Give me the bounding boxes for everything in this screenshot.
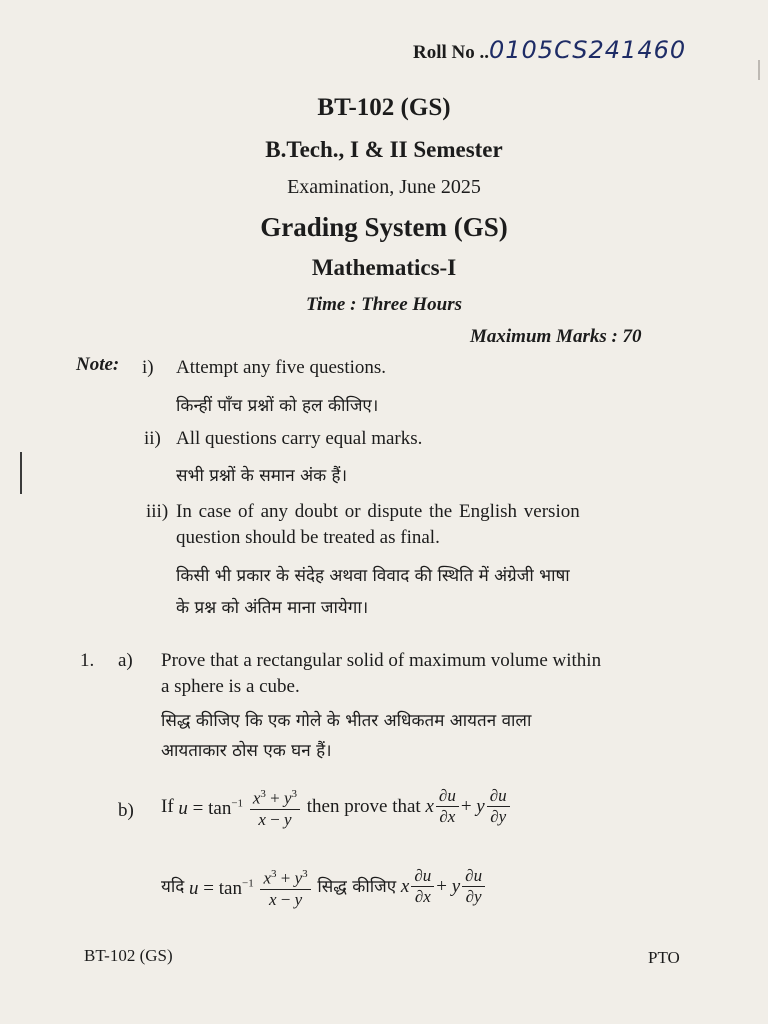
roll-label: Roll No ..	[413, 42, 489, 63]
footer-pto: PTO	[648, 948, 680, 967]
exam-session: Examination, June 2025	[287, 176, 481, 198]
margin-pen-mark	[20, 452, 22, 494]
question-1b-label: b)	[118, 800, 134, 821]
grading-system: Grading System (GS)	[260, 212, 508, 242]
footer-paper-code: BT-102 (GS)	[84, 946, 173, 965]
fraction-x3-plus-y3-over-x-minus-y: $\frac{x^3 + y^3}{x - y}$	[250, 784, 300, 830]
note-label: Note:	[76, 354, 120, 375]
note-item-2-hindi: सभी प्रश्नों के समान अंक हैं।	[176, 466, 348, 486]
course-title: B.Tech., I & II Semester	[265, 137, 503, 162]
note-item-3-number: iii)	[146, 501, 169, 522]
note-item-2-english: All questions carry equal marks.	[176, 428, 423, 449]
question-1b-english-statement: If $u = \tan^{-1}$ $\frac{x^3 + y^3}{x - y}$ then prove that x $\frac{\partial u}{\partial x}$ + y $\frac{\partial u}{\partial y}$	[161, 784, 512, 830]
note-item-3-english-line1: In case of any doubt or dispute the English version	[176, 501, 580, 522]
question-1a-label: a)	[118, 650, 133, 671]
edge-shadow	[758, 60, 760, 80]
maximum-marks: Maximum Marks : 70	[470, 326, 642, 347]
paper-code: BT-102 (GS)	[317, 94, 451, 121]
hindi-if-word: यदि	[161, 876, 185, 897]
note-item-3-english-line2: question should be treated as final.	[176, 527, 440, 548]
if-word: If	[161, 795, 174, 817]
note-item-1-hindi: किन्हीं पाँच प्रश्नों को हल कीजिए।	[176, 396, 379, 416]
hindi-partial-u-partial-x: $\frac{\partial u}{\partial x}$	[411, 866, 434, 907]
subject-title: Mathematics-I	[311, 255, 457, 280]
hindi-prove-phrase: सिद्ध कीजिए	[317, 876, 397, 897]
hindi-partial-u-partial-y: $\frac{\partial u}{\partial y}$	[462, 866, 485, 907]
question-1a-hindi-line2: आयताकार ठोस एक घन हैं।	[161, 741, 332, 761]
question-1a-english-line2: a sphere is a cube.	[161, 676, 300, 697]
partial-u-partial-x: $\frac{\partial u}{\partial x}$	[436, 786, 459, 827]
hindi-fraction-x3-plus-y3-over-x-minus-y: $\frac{x^3 + y^3}{x - y}$	[260, 864, 310, 910]
roll-value: 0105CS241460	[489, 36, 687, 64]
partial-u-partial-y: $\frac{\partial u}{\partial y}$	[487, 786, 510, 827]
note-item-3-hindi-line1: किसी भी प्रकार के संदेह अथवा विवाद की स्थिति में अंग्रेजी भाषा	[176, 566, 570, 586]
exam-duration: Time : Three Hours	[305, 294, 463, 315]
roll-number	[413, 36, 686, 64]
note-item-1-number: i)	[142, 357, 154, 378]
note-item-3-hindi-line2: के प्रश्न को अंतिम माना जायेगा।	[176, 598, 369, 618]
u-equals-arctan: $u = \tan^{-1}$	[178, 798, 244, 820]
question-1a-hindi-line1: सिद्ध कीजिए कि एक गोले के भीतर अधिकतम आयतन वाला	[161, 711, 532, 731]
note-item-2-number: ii)	[144, 428, 161, 449]
question-1a-english-line1: Prove that a rectangular solid of maximum volume within	[161, 650, 602, 671]
question-1b-hindi-statement: यदि $u = \tan^{-1}$ $\frac{x^3 + y^3}{x - y}$ सिद्ध कीजिए x $\frac{\partial u}{\partial x}$ + y $\frac{\partial u}{\partial y}$	[161, 864, 487, 910]
note-item-1-english: Attempt any five questions.	[176, 357, 387, 378]
then-prove-that: then prove that	[306, 795, 421, 817]
question-1-number: 1.	[80, 650, 95, 671]
